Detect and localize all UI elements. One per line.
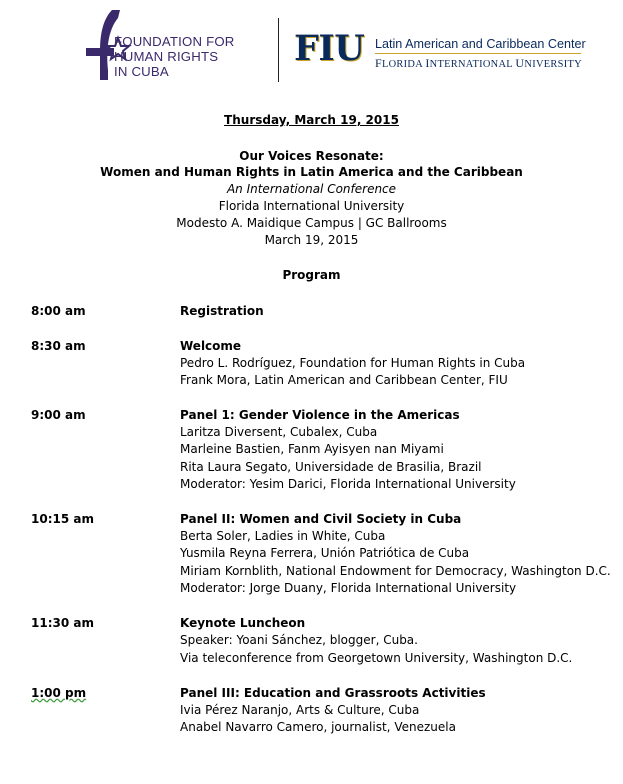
- program-heading: Program: [282, 268, 341, 282]
- session-moderator: Moderator: Yesim Darici, Florida International University: [180, 477, 516, 491]
- center-university: FLORIDA INTERNATIONAL UNIVERSITY: [375, 56, 582, 70]
- venue: Modesto A. Maidique Campus | GC Ballrooms: [176, 216, 447, 230]
- session-time: 10:15 am: [31, 512, 94, 526]
- center-rule: [375, 53, 581, 54]
- session-title: Panel 1: Gender Violence in the Americas: [180, 408, 460, 422]
- fhrc-line-2: HUMAN RIGHTS: [114, 49, 219, 64]
- session-speaker: Rita Laura Segato, Universidade de Brasilia, Brazil: [180, 460, 482, 474]
- session-speaker: Miriam Kornblith, National Endowment for Democracy, Washington D.C.: [180, 564, 611, 578]
- session-speaker: Pedro L. Rodríguez, Foundation for Human Rights in Cuba: [180, 356, 526, 370]
- fiu-mark: FIU: [294, 28, 365, 69]
- session-title: Registration: [180, 304, 264, 318]
- conference-subtitle: An International Conference: [226, 182, 397, 196]
- session-speaker: Via teleconference from Georgetown University, Washington D.C.: [180, 651, 573, 665]
- session-time: 1:00 pm: [31, 686, 87, 700]
- conference-title-line-2: Women and Human Rights in Latin America and the Caribbean: [100, 165, 523, 179]
- session-speaker: Laritza Diversent, Cubalex, Cuba: [180, 425, 378, 439]
- session-speaker: Berta Soler, Ladies in White, Cuba: [180, 529, 386, 543]
- session-time: 8:30 am: [31, 339, 86, 353]
- session-moderator: Moderator: Jorge Duany, Florida International University: [180, 581, 517, 595]
- session-time: 8:00 am: [31, 304, 86, 318]
- session-title: Panel II: Women and Civil Society in Cuba: [180, 512, 462, 526]
- conference-date: March 19, 2015: [264, 233, 359, 247]
- session-speaker: Ivia Pérez Naranjo, Arts & Culture, Cuba: [180, 703, 420, 717]
- session-speaker: Speaker: Yoani Sánchez, blogger, Cuba.: [180, 633, 418, 647]
- fhrc-line-1: FOUNDATION FOR: [114, 34, 235, 49]
- session-title: Panel III: Education and Grassroots Activities: [180, 686, 486, 700]
- date-heading: Thursday, March 19, 2015: [224, 113, 399, 127]
- session-title: Keynote Luncheon: [180, 616, 306, 630]
- session-title: Welcome: [180, 339, 242, 353]
- session-speaker: Marleine Bastien, Fanm Ayisyen nan Miyami: [180, 442, 444, 456]
- logo-divider: [278, 18, 279, 82]
- session-speaker: Frank Mora, Latin American and Caribbean Center, FIU: [180, 373, 508, 387]
- host-university: Florida International University: [218, 199, 405, 213]
- conference-title-line-1: Our Voices Resonate:: [239, 149, 384, 163]
- session-time: 11:30 am: [31, 616, 94, 630]
- session-speaker: Anabel Navarro Camero, journalist, Venezuela: [180, 720, 456, 734]
- fhrc-line-3: IN CUBA: [114, 64, 169, 79]
- center-name: Latin American and Caribbean Center: [375, 37, 586, 51]
- session-speaker: Yusmila Reyna Ferrera, Unión Patriótica de Cuba: [180, 546, 470, 560]
- session-time: 9:00 am: [31, 408, 86, 422]
